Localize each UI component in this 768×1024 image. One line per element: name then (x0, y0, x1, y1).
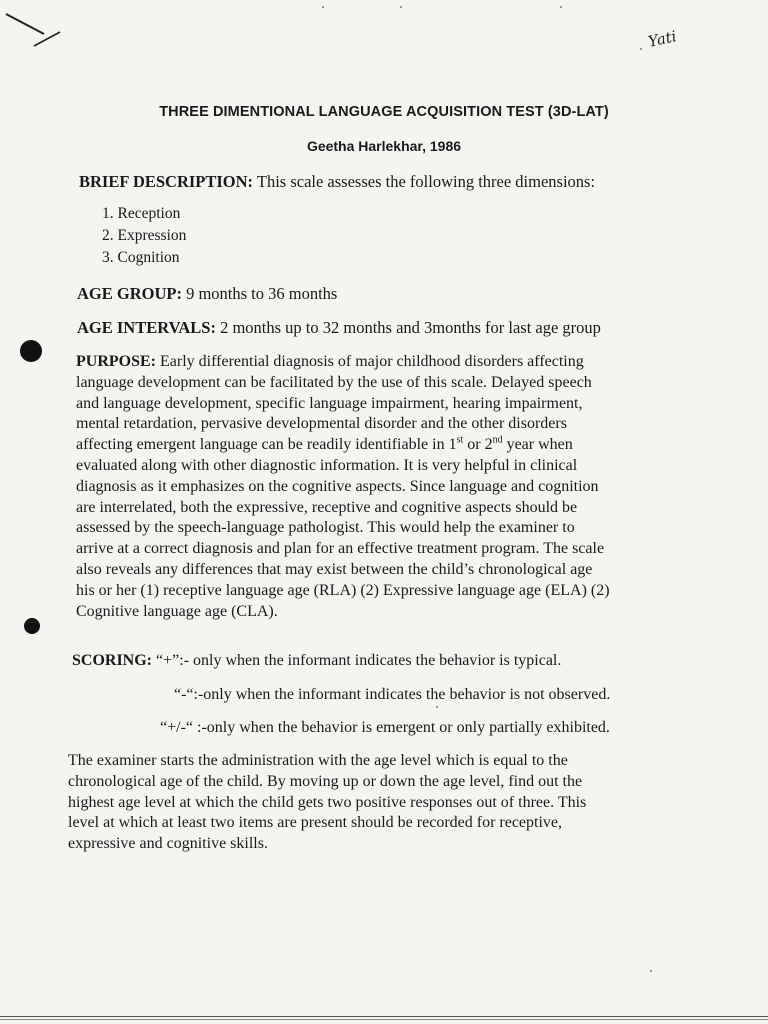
scoring-label: SCORING: (72, 652, 153, 669)
speck (400, 6, 402, 8)
age-group-text: 9 months to 36 months (181, 284, 338, 303)
brief-label: BRIEF DESCRIPTION: (79, 172, 254, 191)
age-group-label: AGE GROUP: (77, 284, 182, 303)
handwritten-initials: Yati (646, 27, 679, 51)
document-title: THREE DIMENTIONAL LANGUAGE ACQUISITION TEST (3D-LAT) (159, 104, 609, 120)
purpose-paragraph: PURPOSE: Early differential diagnosis of major childhood disorders affecting language development can be facilitated by the use of this scale. Delayed speech and language development, specific language impairment, hearing impairment, mental retardation, pervasive developmental disorder and the other disorders affecting emergent language can be readily identifiable in 1st or 2nd year when evaluated along with other diagnostic information. It is very helpful in clinical diagnosis as it emphasizes on the cognitive aspects. Since language and cognition are interrelated, both the expressive, receptive and cognitive aspects should be assessed by the speech-language pathologist. This would help the examiner to arrive at a correct diagnosis and plan for an effective treatment program. The scale also reveals any differences that may exist between the child’s chronological age his or her (1) receptive language age (RLA) (2) Expressive language age (ELA) (2) Cognitive language age (CLA). (76, 353, 610, 620)
dimensions-list (102, 203, 186, 269)
age-group (77, 284, 337, 304)
bottom-rule (0, 1019, 768, 1020)
scoring-plus: SCORING: “+”:- only when the informant indicates the behavior is typical. (72, 652, 562, 669)
purpose-label: PURPOSE: (76, 353, 156, 370)
list-item: 1. Reception (102, 205, 181, 222)
procedure-paragraph: The examiner starts the administration with the age level which is equal to the chronological age of the child. By moving up or down the age level, find out the highest age level at which the child gets two positive responses out of three. This level at which at least two items are present should be recorded for receptive, expressive and cognitive skills. (68, 752, 587, 853)
list-item: 2. Expression (102, 227, 187, 244)
bottom-rule (0, 1016, 768, 1017)
pen-mark-icon (4, 10, 64, 50)
speck (640, 48, 642, 50)
brief-text: This scale assesses the following three dimensions: (253, 172, 596, 191)
punch-hole-icon (24, 618, 40, 634)
age-intervals-label: AGE INTERVALS: (77, 318, 216, 337)
scoring-plusminus: “+/-“ :-only when the behavior is emergent or only partially exhibited. (160, 719, 610, 736)
list-item: 3. Cognition (102, 249, 180, 266)
age-intervals-text: 2 months up to 32 months and 3months for last age group (215, 318, 601, 337)
speck (322, 6, 324, 8)
punch-hole-icon (20, 340, 42, 362)
speck (560, 6, 562, 8)
speck (436, 706, 438, 708)
age-intervals (77, 318, 601, 338)
scoring-minus: “-“:-only when the informant indicates the behavior is not observed. (174, 686, 611, 703)
speck (650, 970, 652, 972)
document-author: Geetha Harlekhar, 1986 (306, 138, 462, 154)
brief-description (79, 172, 595, 192)
